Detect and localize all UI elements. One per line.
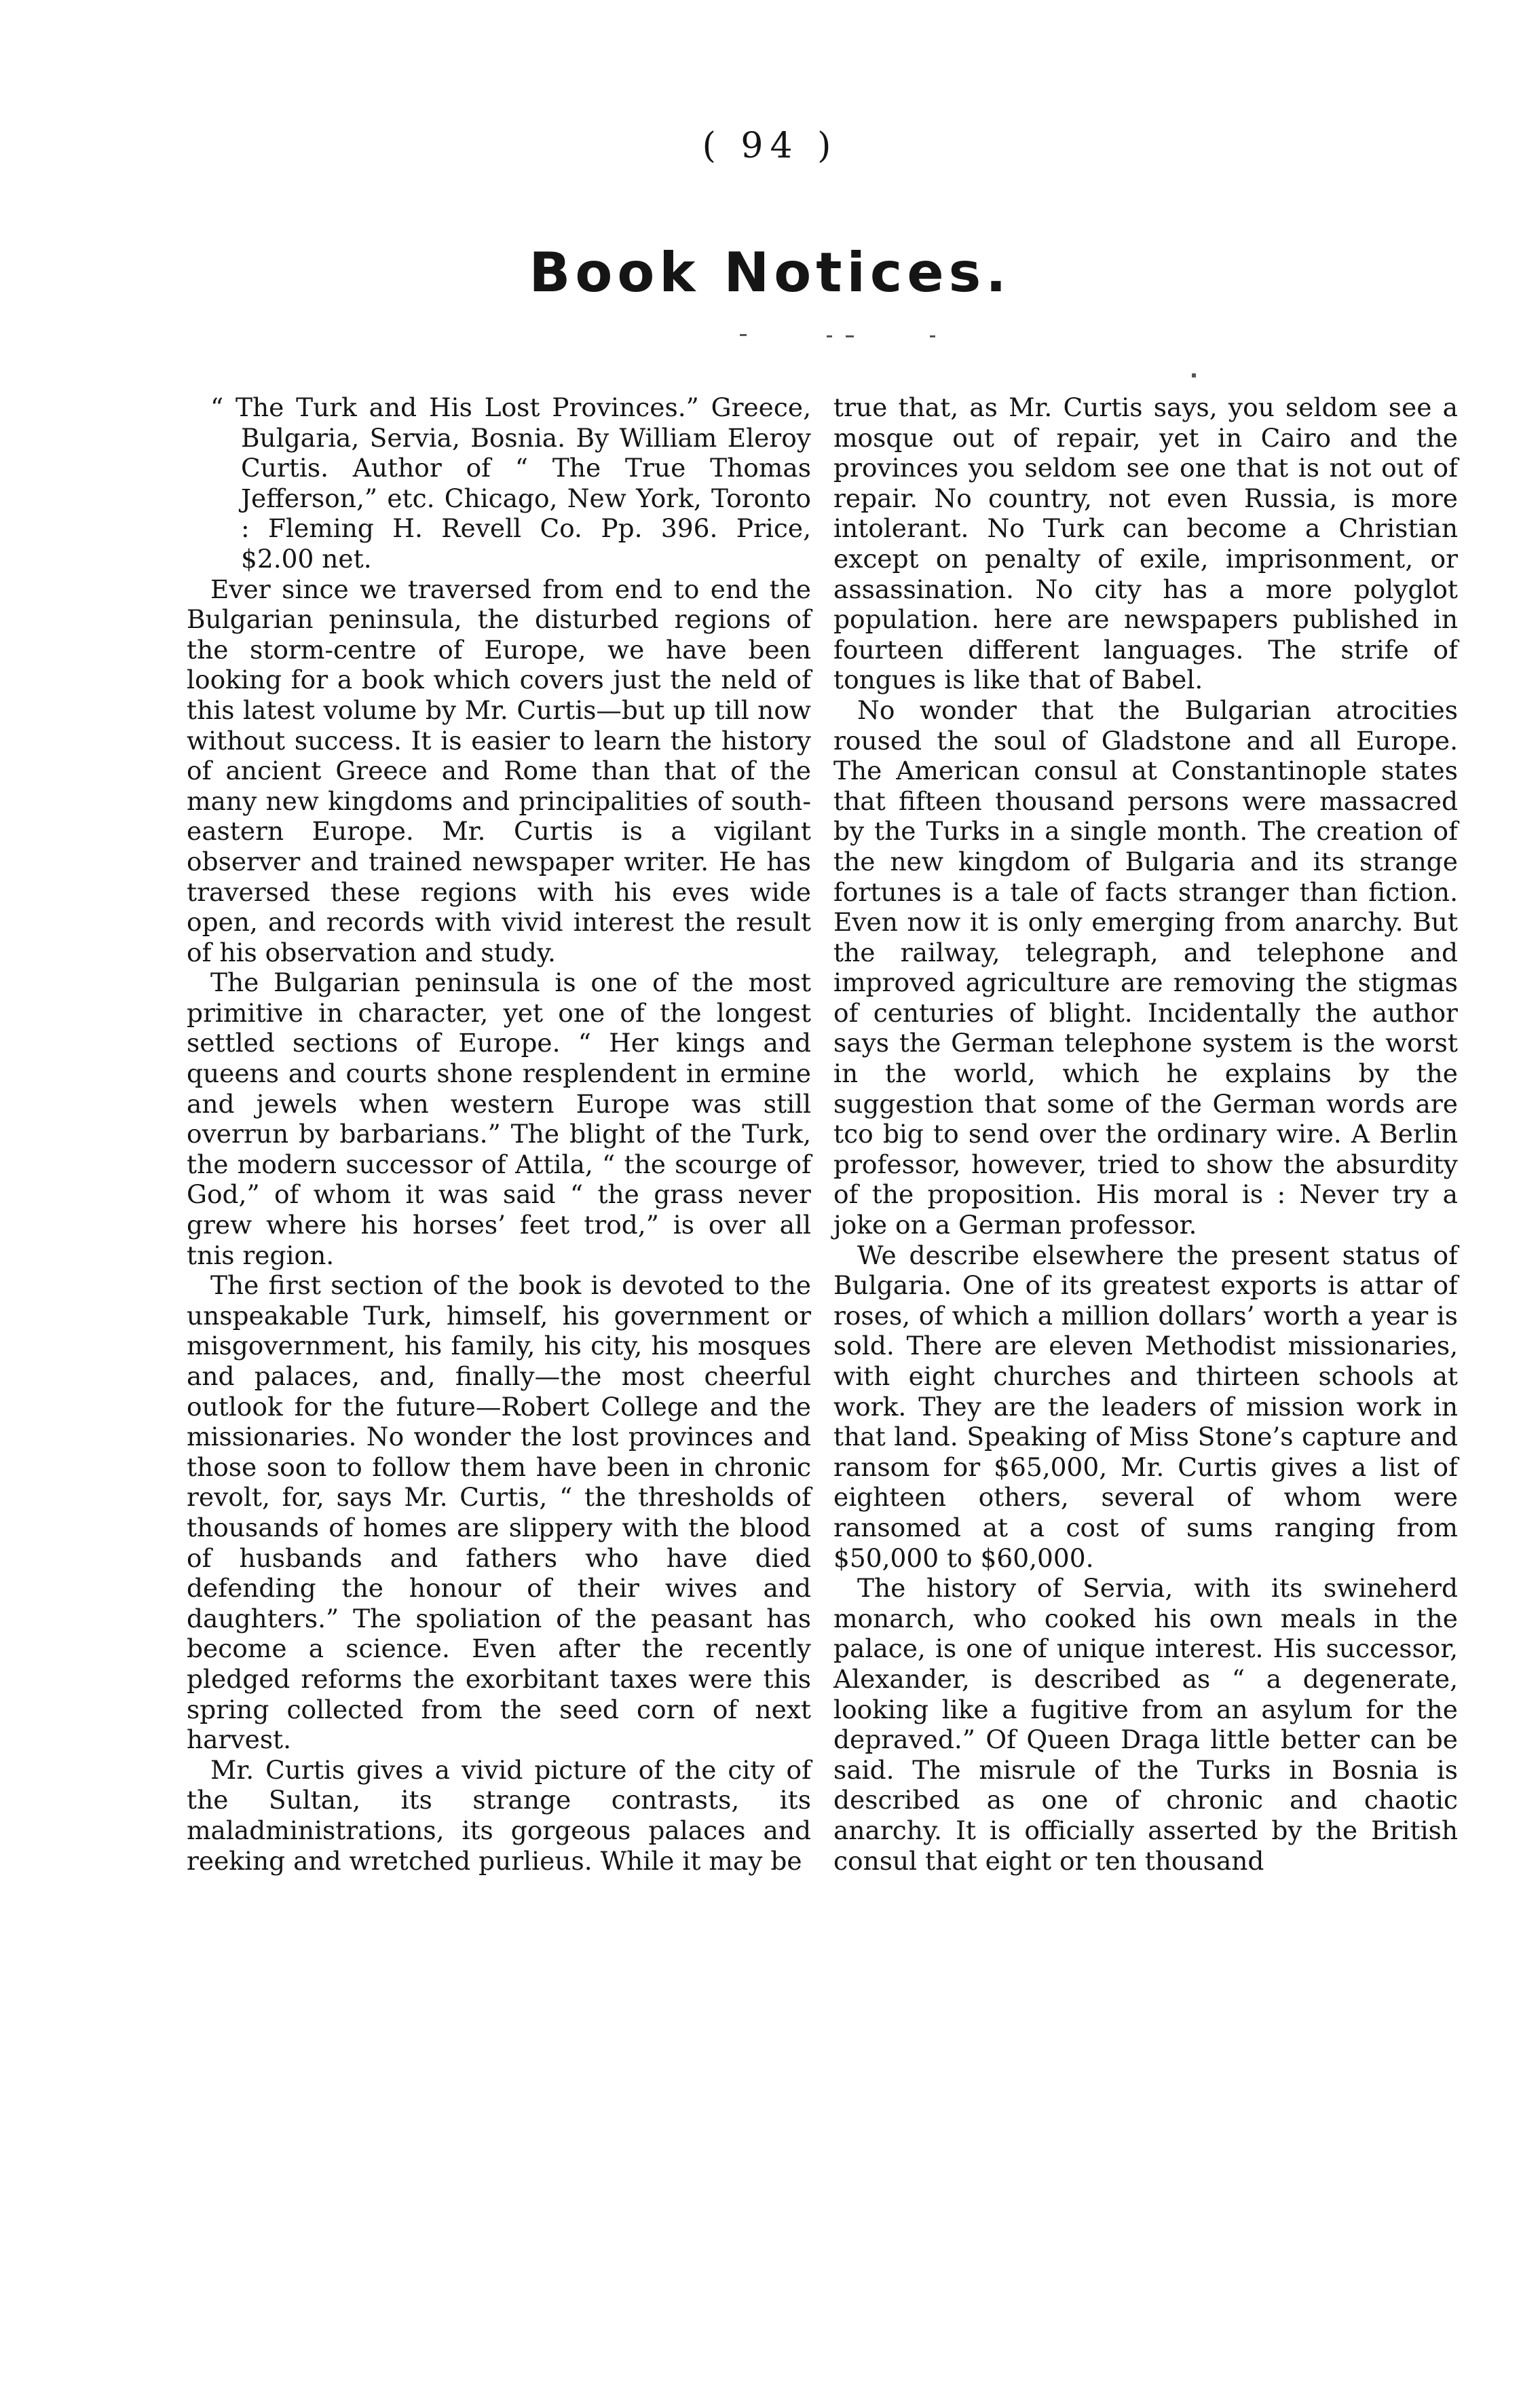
paragraph: The Bulgarian peninsula is one of the most primitive in character, yet one of the longest settled sections of Europe. “ Her kings and queens and courts shone resplendent in ermine and jewels when western Europe was still overrun by barbarians.” The blight of the Turk, the modern successor of Attila, “ the scourge of God,” of whom it was said “ the grass never grew where his horses’ feet trod,” is over all tnis region.: [187, 967, 811, 1270]
right-column: [833, 392, 1458, 1876]
print-speck: [1192, 373, 1196, 377]
print-speck: [930, 335, 935, 337]
print-speck: [846, 335, 854, 337]
section-heading: Book Notices.: [529, 241, 1011, 304]
print-speck: [827, 335, 832, 337]
print-speck: [740, 334, 747, 336]
paragraph: We describe elsewhere the present status of Bulgaria. One of its greatest exports is attar of roses, of which a million dollars’ worth a year is sold. There are eleven Methodist missionaries, with eight churches and thirteen schools at work. They are the leaders of mission work in that land. Speaking of Miss Stone’s capture and ransom for $65,000, Mr. Curtis gives a list of eighteen others, several of whom were ransomed at a cost of sums ranging from $50,000 to $60,000.: [833, 1240, 1458, 1573]
paragraph: The history of Servia, with its swineherd monarch, who cooked his own meals in the palace, is one of unique interest. His successor, Alexander, is described as “ a degenerate, looking like a fugitive from an asylum for the depraved.” Of Queen Draga little better can be said. The misrule of the Turks in Bosnia is described as one of chronic and chaotic anarchy. It is officially asserted by the British consul that eight or ten thousand: [833, 1573, 1458, 1876]
page-number: ( 94 ): [702, 126, 838, 166]
left-column: [187, 392, 811, 1876]
paragraph: Ever since we traversed from end to end the Bulgarian peninsula, the disturbed regions of the storm-centre of Europe, we have been looking for a book which covers just the neld of this latest volume by Mr. Curtis—but up till now without success. It is easier to learn the history of ancient Greece and Rome than that of the many new kingdoms and principalities of south-eastern Europe. Mr. Curtis is a vigilant observer and trained newspaper writer. He has traversed these regions with his eves wide open, and records with vivid interest the result of his observation and study.: [187, 574, 811, 967]
paragraph: Mr. Curtis gives a vivid picture of the city of the Sultan, its strange contrasts, its maladministrations, its gorgeous palaces and reeking and wretched purlieus. While it may be: [187, 1754, 811, 1876]
paragraph: The first section of the book is devoted to the unspeakable Turk, himself, his government or misgovernment, his family, his city, his mosques and palaces, and, finally—the most cheerful outlook for the future—Robert College and the missionaries. No wonder the lost provinces and those soon to follow them have been in chronic revolt, for, says Mr. Curtis, “ the thresholds of thousands of homes are slippery with the blood of husbands and fathers who have died defending the honour of their wives and daughters.” The spoliation of the peasant has become a science. Even after the recently pledged reforms the exorbitant taxes were this spring collected from the seed corn of next harvest.: [187, 1270, 811, 1755]
paragraph: true that, as Mr. Curtis says, you seldom see a mosque out of repair, yet in Cairo and the provinces you seldom see one that is not out of repair. No country, not even Russia, is more intolerant. No Turk can become a Christian except on penalty of exile, imprisonment, or assassination. No city has a more polyglot population. here are newspapers published in fourteen different languages. The strife of tongues is like that of Babel.: [833, 392, 1458, 695]
paragraph: No wonder that the Bulgarian atrocities roused the soul of Gladstone and all Europe. The American consul at Constantinople states that fifteen thousand persons were massacred by the Turks in a single month. The creation of the new kingdom of Bulgaria and its strange fortunes is a tale of facts stranger than fiction. Even now it is only emerging from anarchy. But the railway, telegraph, and telephone and improved agriculture are removing the stigmas of centuries of blight. Incidentally the author says the German telephone system is the worst in the world, which he explains by the suggestion that some of the German words are tco big to send over the ordinary wire. A Berlin professor, however, tried to show the absurdity of the proposition. His moral is : Never try a joke on a German professor.: [833, 695, 1458, 1240]
book-reference: “ The Turk and His Lost Provinces.” Greece, Bulgaria, Servia, Bosnia. By William Eleroy Curtis. Author of “ The True Thomas Jefferson,” etc. Chicago, New York, Toronto : Fleming H. Revell Co. Pp. 396. Price, $2.00 net.: [210, 392, 811, 574]
